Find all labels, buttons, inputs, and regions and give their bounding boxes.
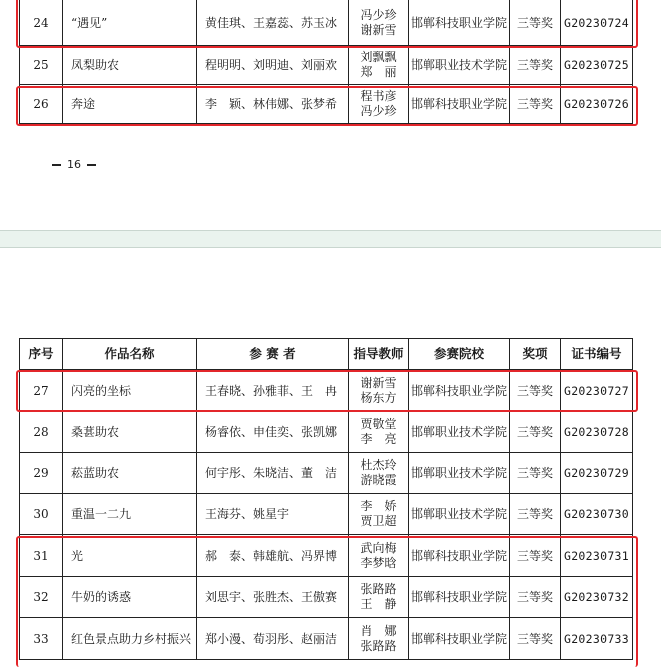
row-cert: G20230732	[561, 577, 633, 618]
row-no: 30	[20, 494, 63, 535]
row-participants: 王海芬、姚星宇	[197, 494, 349, 535]
row-award: 三等奖	[510, 412, 561, 453]
table-row	[20, 85, 633, 124]
row-no: 32	[20, 577, 63, 618]
row-school: 邯郸科技职业学院	[409, 0, 510, 46]
row-no: 33	[20, 618, 63, 660]
row-cert: G20230731	[561, 535, 633, 577]
row-school: 邯郸科技职业学院	[409, 577, 510, 618]
header-award: 奖项	[510, 339, 561, 370]
teacher-line: 李 娇	[360, 499, 397, 513]
header-school: 参赛院校	[409, 339, 510, 370]
row-teacher	[349, 370, 409, 412]
row-teacher	[349, 494, 409, 535]
row-participants: 黄佳琪、王嘉蕊、苏玉冰	[197, 0, 349, 46]
row-school: 邯郸科技职业学院	[409, 618, 510, 660]
row-award: 三等奖	[510, 370, 561, 412]
teacher-line: 贾卫超	[360, 514, 397, 528]
row-title: 奔途	[63, 85, 197, 124]
row-teacher	[349, 85, 409, 124]
table-row	[20, 618, 633, 660]
row-cert: G20230727	[561, 370, 633, 412]
table-row	[20, 494, 633, 535]
teacher-line: 谢新雪	[360, 375, 397, 390]
row-school: 邯郸科技职业学院	[409, 535, 510, 577]
teacher-line: 李梦晗	[360, 555, 397, 570]
row-award: 三等奖	[510, 618, 561, 660]
table-row	[20, 0, 633, 46]
row-title: 重温一二九	[63, 494, 197, 535]
row-teacher	[349, 535, 409, 577]
row-school: 邯郸职业技术学院	[409, 412, 510, 453]
row-title: 桑葚助农	[63, 412, 197, 453]
row-participants: 刘思宇、张胜杰、王傲赛	[197, 577, 349, 618]
row-participants: 杨睿依、申佳奕、张凯娜	[197, 412, 349, 453]
row-title: 闪亮的坐标	[63, 370, 197, 412]
teacher-line: 程书彦	[360, 89, 397, 103]
row-participants: 郝 泰、韩雄航、冯界博	[197, 535, 349, 577]
page-gap	[0, 230, 661, 248]
row-award: 三等奖	[510, 494, 561, 535]
teacher-line: 杨东方	[360, 390, 397, 405]
page-number-label: 16	[67, 158, 81, 171]
row-award: 三等奖	[510, 535, 561, 577]
row-school: 邯郸科技职业学院	[409, 85, 510, 124]
table-row	[20, 453, 633, 494]
row-award: 三等奖	[510, 577, 561, 618]
teacher-line: 李 亮	[360, 432, 397, 446]
row-teacher	[349, 0, 409, 46]
row-title: 菘蓝助农	[63, 453, 197, 494]
table-row	[20, 412, 633, 453]
row-cert: G20230724	[561, 0, 633, 46]
awards-table-lower	[19, 338, 633, 660]
header-teacher: 指导教师	[349, 339, 409, 370]
row-award: 三等奖	[510, 46, 561, 85]
page-number	[52, 158, 96, 171]
row-title: 牛奶的诱惑	[63, 577, 197, 618]
row-cert: G20230725	[561, 46, 633, 85]
page-number-dash-left	[52, 164, 61, 166]
header-no: 序号	[20, 339, 63, 370]
header-cert: 证书编号	[561, 339, 633, 370]
row-no: 24	[20, 0, 63, 46]
teacher-line: 张路路	[360, 582, 397, 596]
row-teacher	[349, 412, 409, 453]
row-no: 27	[20, 370, 63, 412]
table-row	[20, 46, 633, 85]
row-cert: G20230729	[561, 453, 633, 494]
teacher-line: 贾敬堂	[360, 417, 397, 431]
teacher-line: 王 静	[360, 597, 397, 611]
teacher-line: 郑 丽	[360, 65, 397, 79]
row-cert: G20230728	[561, 412, 633, 453]
row-teacher	[349, 618, 409, 660]
row-title: “遇见”	[63, 0, 197, 46]
row-award: 三等奖	[510, 85, 561, 124]
row-no: 25	[20, 46, 63, 85]
header-participants: 参 赛 者	[197, 339, 349, 370]
row-participants: 王春晓、孙雅菲、王 冉	[197, 370, 349, 412]
table-header-row	[20, 339, 633, 370]
row-cert: G20230726	[561, 85, 633, 124]
row-no: 31	[20, 535, 63, 577]
row-cert: G20230730	[561, 494, 633, 535]
row-participants: 程明明、刘明迪、刘丽欢	[197, 46, 349, 85]
row-no: 29	[20, 453, 63, 494]
teacher-line: 张路路	[360, 638, 397, 653]
awards-table-upper	[19, 0, 633, 124]
row-participants: 李 颖、林伟娜、张梦希	[197, 85, 349, 124]
teacher-line: 冯少珍	[360, 7, 397, 22]
row-no: 28	[20, 412, 63, 453]
teacher-line: 冯少珍	[360, 104, 397, 118]
row-teacher	[349, 46, 409, 85]
row-no: 26	[20, 85, 63, 124]
teacher-line: 游晓霞	[360, 473, 397, 487]
teacher-line: 肖 娜	[360, 623, 397, 638]
table-row	[20, 535, 633, 577]
row-school: 邯郸科技职业学院	[409, 370, 510, 412]
row-cert: G20230733	[561, 618, 633, 660]
teacher-line: 杜杰玲	[360, 458, 397, 472]
row-teacher	[349, 453, 409, 494]
row-award: 三等奖	[510, 453, 561, 494]
row-school: 邯郸职业技术学院	[409, 453, 510, 494]
row-teacher	[349, 577, 409, 618]
row-title: 红色景点助力乡村振兴	[63, 618, 197, 660]
page-number-dash-right	[87, 164, 96, 166]
row-award: 三等奖	[510, 0, 561, 46]
table-row	[20, 370, 633, 412]
header-title: 作品名称	[63, 339, 197, 370]
teacher-line: 谢新雪	[360, 22, 397, 37]
row-participants: 何宇彤、朱晓洁、董 洁	[197, 453, 349, 494]
teacher-line: 刘飘飘	[360, 50, 397, 64]
row-school: 邯郸职业技术学院	[409, 46, 510, 85]
row-participants: 郑小漫、荀羽彤、赵丽洁	[197, 618, 349, 660]
document-page-lower	[0, 248, 661, 667]
row-title: 凤梨助农	[63, 46, 197, 85]
row-title: 光	[63, 535, 197, 577]
teacher-line: 武向梅	[360, 540, 397, 555]
document-page-upper	[0, 0, 661, 230]
table-row	[20, 577, 633, 618]
row-school: 邯郸职业技术学院	[409, 494, 510, 535]
